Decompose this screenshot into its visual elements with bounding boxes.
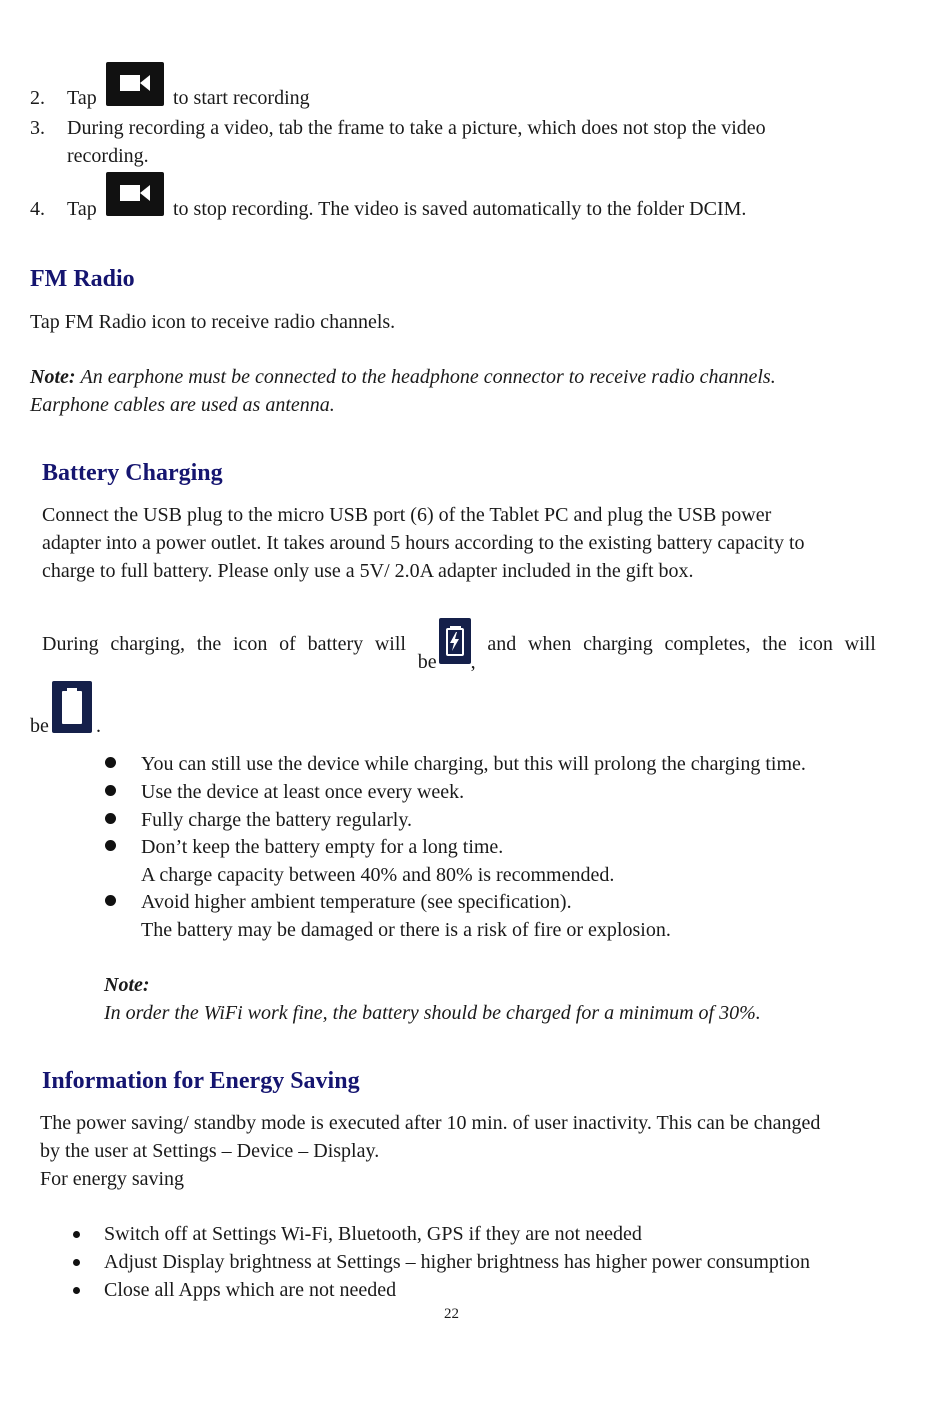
video-camera-icon: [106, 62, 164, 106]
bullet-text: Close all Apps which are not needed: [104, 1279, 397, 1301]
step-text: Tap: [67, 87, 97, 109]
word: be: [30, 715, 49, 737]
paragraph-line: adapter into a power outlet. It takes around 5 hours according to the existing battery capacity to: [42, 532, 805, 554]
battery-full-icon: [52, 681, 92, 733]
bullet-dot: [73, 1231, 80, 1238]
note-label: Note:: [104, 974, 150, 996]
video-camera-icon: [106, 172, 164, 216]
bullet-dot: [73, 1259, 80, 1266]
bullet-dot: [73, 1287, 80, 1294]
word-with-icon: [418, 630, 476, 676]
step-number: 3.: [30, 117, 45, 139]
bullet-text: The battery may be damaged or there is a risk of fire or explosion.: [141, 919, 671, 941]
bullet-dot: [105, 840, 116, 851]
bullet-text: Don’t keep the battery empty for a long time.: [141, 836, 504, 858]
word: icon: [798, 633, 833, 655]
bullet-dot: [105, 785, 116, 796]
bullet-text: A charge capacity between 40% and 80% is recommended.: [141, 864, 615, 886]
word: and: [487, 633, 517, 655]
word: of: [279, 633, 296, 655]
bullet-dot: [105, 757, 116, 768]
word: the: [762, 633, 787, 655]
fm-radio-note: [30, 363, 776, 391]
word: will: [374, 633, 406, 655]
word: ,: [470, 651, 476, 673]
fm-radio-heading: FM Radio: [30, 266, 135, 292]
bullet-dot: [105, 813, 116, 824]
battery-charging-heading: Battery Charging: [42, 460, 223, 486]
energy-saving-heading: Information for Energy Saving: [42, 1068, 360, 1094]
bullet-text: Use the device at least once every week.: [141, 781, 465, 803]
note-label: Note:: [30, 366, 76, 388]
word: will: [844, 633, 876, 655]
word: charging: [583, 633, 653, 655]
paragraph-line: by the user at Settings – Device – Display.: [40, 1140, 380, 1162]
word: when: [528, 633, 572, 655]
step-text: recording.: [67, 145, 149, 167]
bullet-text: Avoid higher ambient temperature (see specification).: [141, 891, 572, 913]
paragraph-line: The power saving/ standby mode is executed after 10 min. of user inactivity. This can be changed: [40, 1112, 821, 1134]
bullet-dot: [105, 895, 116, 906]
note-text: An earphone must be connected to the headphone connector to receive radio channels.: [80, 366, 776, 388]
step-number: 2.: [30, 87, 45, 109]
note-text: In order the WiFi work fine, the battery should be charged for a minimum of 30%.: [104, 1002, 761, 1024]
note-text: Earphone cables are used as antenna.: [30, 394, 335, 416]
paragraph-line: charge to full battery. Please only use a 5V/ 2.0A adapter included in the gift box.: [42, 560, 694, 582]
step-text: During recording a video, tab the frame to take a picture, which does not stop the video: [67, 117, 766, 139]
word: be: [417, 651, 437, 673]
fm-radio-body: Tap FM Radio icon to receive radio channels.: [30, 311, 396, 333]
page-number: 22: [444, 1306, 459, 1322]
punctuation: .: [96, 715, 101, 737]
step-text: to start recording: [173, 87, 310, 109]
step-number: 4.: [30, 198, 45, 220]
bullet-text: Adjust Display brightness at Settings – higher brightness has higher power consumption: [104, 1251, 811, 1273]
word: charging,: [110, 633, 186, 655]
paragraph-line: Connect the USB plug to the micro USB port (6) of the Tablet PC and plug the USB power: [42, 504, 772, 526]
bullet-text: Switch off at Settings Wi-Fi, Bluetooth, GPS if they are not needed: [104, 1223, 642, 1245]
charging-icon-sentence: [42, 630, 876, 676]
word: battery: [307, 633, 364, 655]
bullet-text: Fully charge the battery regularly.: [141, 809, 413, 831]
word: completes,: [664, 633, 751, 655]
word: During: [42, 633, 99, 655]
paragraph-line: For energy saving: [40, 1168, 185, 1190]
battery-charging-icon: [439, 618, 471, 664]
step-text: to stop recording. The video is saved automatically to the folder DCIM.: [173, 198, 747, 220]
step-text: Tap: [67, 198, 97, 220]
word: icon: [232, 633, 268, 655]
word: the: [196, 633, 222, 655]
bullet-text: You can still use the device while charging, but this will prolong the charging time.: [141, 753, 806, 775]
